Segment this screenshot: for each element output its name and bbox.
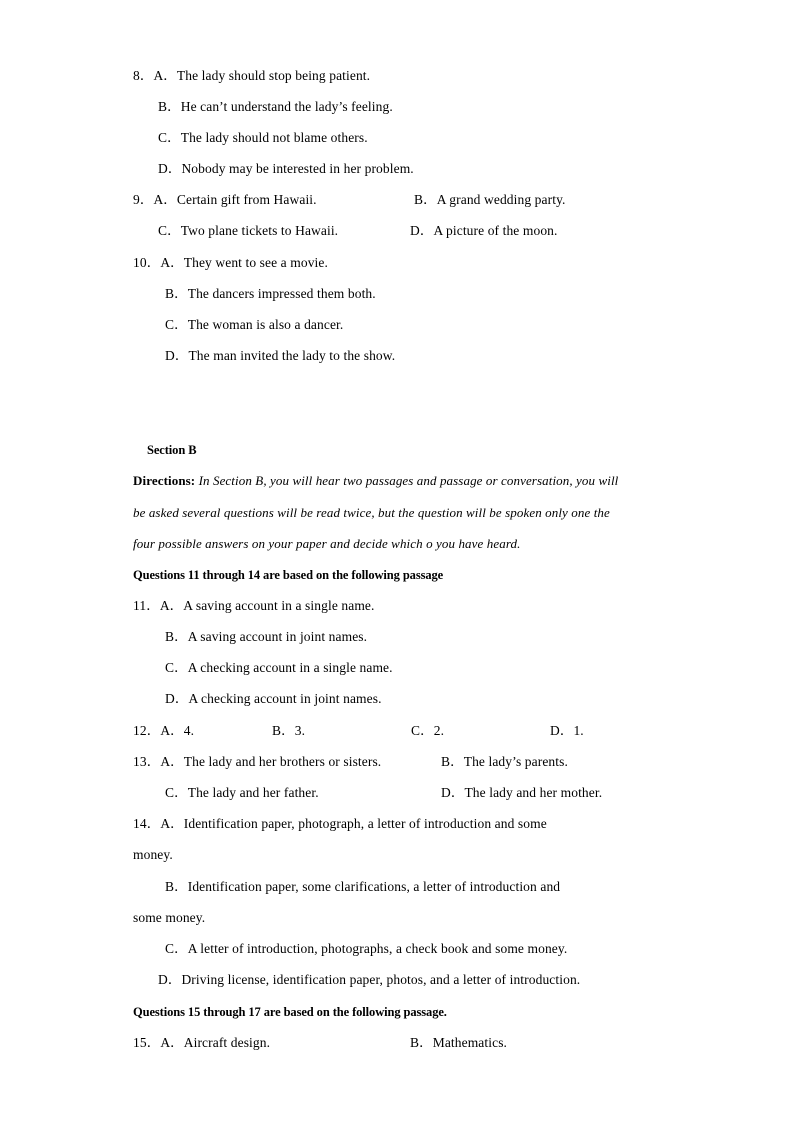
- question-13-option-c: [165, 784, 319, 802]
- option-letter: C．: [158, 223, 181, 238]
- option-letter: D．: [410, 223, 434, 238]
- option-text: The man invited the lady to the show.: [188, 348, 396, 363]
- question-9-option-a: [133, 191, 317, 209]
- option-letter: C．: [165, 785, 188, 800]
- option-text: 3.: [294, 723, 306, 738]
- question-10-option-c: [165, 316, 343, 334]
- option-letter: C．: [165, 941, 188, 956]
- option-text: The dancers impressed them both.: [187, 286, 376, 301]
- question-number: 15．: [133, 1035, 161, 1050]
- option-text: He can’t understand the lady’s feeling.: [180, 99, 393, 114]
- option-text: The lady and her father.: [187, 785, 319, 800]
- question-14-option-b-continuation: some money.: [133, 910, 206, 925]
- option-letter: B．: [165, 286, 188, 301]
- option-letter: B．: [165, 629, 188, 644]
- option-letter: A．: [153, 192, 177, 207]
- question-9-option-d: [410, 222, 558, 240]
- option-letter: B．: [272, 723, 295, 738]
- option-text: The lady should not blame others.: [180, 130, 368, 145]
- option-text: A checking account in a single name.: [187, 660, 393, 675]
- question-13-option-d: [441, 784, 602, 802]
- option-text: 4.: [183, 723, 195, 738]
- option-letter: A．: [159, 598, 184, 613]
- option-text: Identification paper, some clarifications, a letter of introduction and: [187, 879, 561, 894]
- question-8-option-d: [158, 160, 414, 178]
- option-letter: A．: [160, 816, 184, 831]
- option-text: Two plane tickets to Hawaii.: [180, 223, 339, 238]
- question-10-option-a: [133, 254, 328, 272]
- question-14-option-b: [165, 878, 560, 896]
- group-heading-15-17: Questions 15 through 17 are based on the following passage.: [133, 1005, 447, 1019]
- option-letter: C．: [158, 130, 181, 145]
- section-b-title: Section B: [147, 443, 197, 457]
- option-letter: D．: [158, 972, 182, 987]
- option-text: The lady and her brothers or sisters.: [183, 754, 382, 769]
- option-letter: A．: [160, 754, 184, 769]
- directions-text: In Section B, you will hear two passages and passage or conversation, you will: [195, 473, 619, 488]
- question-number: 8．: [133, 68, 154, 83]
- option-text: A grand wedding party.: [436, 192, 566, 207]
- option-text: A saving account in a single name.: [183, 598, 375, 613]
- option-text: Identification paper, photograph, a letter of introduction and some: [183, 816, 547, 831]
- question-13-option-b: [441, 753, 568, 771]
- question-12-option-d: [550, 722, 584, 740]
- question-8-option-b: [158, 98, 393, 116]
- option-letter: D．: [165, 691, 189, 706]
- question-number: 11．: [133, 598, 160, 613]
- question-9-option-b: [414, 191, 566, 209]
- option-text: A letter of introduction, photographs, a check book and some money.: [187, 941, 568, 956]
- question-15-option-a: [133, 1034, 270, 1052]
- question-10-option-b: [165, 285, 376, 303]
- option-text: The woman is also a dancer.: [187, 317, 344, 332]
- group-heading-11-14: Questions 11 through 14 are based on the following passage: [133, 568, 444, 582]
- option-letter: D．: [158, 161, 182, 176]
- question-8-option-c: [158, 129, 368, 147]
- question-15-option-b: [410, 1034, 507, 1052]
- question-14-option-c: [165, 940, 567, 958]
- option-letter: A．: [160, 1035, 184, 1050]
- option-letter: D．: [550, 723, 574, 738]
- option-text: They went to see a movie.: [183, 255, 328, 270]
- option-text: The lady and her mother.: [464, 785, 603, 800]
- option-text: 2.: [433, 723, 445, 738]
- question-13-option-a: [133, 753, 381, 771]
- question-number: 12．: [133, 723, 161, 738]
- question-number: 14．: [133, 816, 161, 831]
- question-14-option-a-continuation: money.: [133, 847, 173, 862]
- option-text: Driving license, identification paper, photos, and a letter of introduction.: [181, 972, 581, 987]
- option-text: Aircraft design.: [183, 1035, 271, 1050]
- directions-line-1: [133, 472, 618, 490]
- option-text: 1.: [573, 723, 584, 738]
- option-letter: B．: [410, 1035, 433, 1050]
- option-letter: A．: [160, 723, 184, 738]
- option-letter: B．: [441, 754, 464, 769]
- question-11-option-b: [165, 628, 367, 646]
- option-text: Mathematics.: [432, 1035, 508, 1050]
- question-number: 9．: [133, 192, 154, 207]
- option-text: Certain gift from Hawaii.: [176, 192, 317, 207]
- option-letter: B．: [414, 192, 437, 207]
- option-letter: D．: [441, 785, 465, 800]
- question-number: 13．: [133, 754, 161, 769]
- directions-line-3: four possible answers on your paper and decide which o you have heard.: [133, 536, 521, 551]
- option-letter: A．: [153, 68, 177, 83]
- option-text: The lady’s parents.: [463, 754, 568, 769]
- question-11-option-a: [133, 597, 375, 615]
- option-letter: B．: [165, 879, 188, 894]
- question-9-option-c: [158, 222, 338, 240]
- option-letter: C．: [411, 723, 434, 738]
- option-text: A picture of the moon.: [433, 223, 558, 238]
- directions-label: Directions:: [133, 473, 196, 488]
- option-letter: C．: [165, 660, 188, 675]
- question-14-option-a: [133, 815, 547, 833]
- option-text: A saving account in joint names.: [187, 629, 368, 644]
- question-number: 10．: [133, 255, 161, 270]
- question-11-option-d: [165, 690, 382, 708]
- question-10-option-d: [165, 347, 395, 365]
- directions-line-2: be asked several questions will be read twice, but the question will be spoken only one the: [133, 505, 610, 520]
- question-12-option-b: [272, 722, 305, 740]
- question-11-option-c: [165, 659, 393, 677]
- option-letter: A．: [160, 255, 184, 270]
- question-12-option-a: [133, 722, 194, 740]
- option-letter: C．: [165, 317, 188, 332]
- option-letter: D．: [165, 348, 189, 363]
- question-14-option-d: [158, 971, 580, 989]
- question-12-option-c: [411, 722, 444, 740]
- option-letter: B．: [158, 99, 181, 114]
- option-text: A checking account in joint names.: [188, 691, 382, 706]
- question-8-option-a: [133, 67, 370, 85]
- option-text: Nobody may be interested in her problem.: [181, 161, 414, 176]
- option-text: The lady should stop being patient.: [176, 68, 371, 83]
